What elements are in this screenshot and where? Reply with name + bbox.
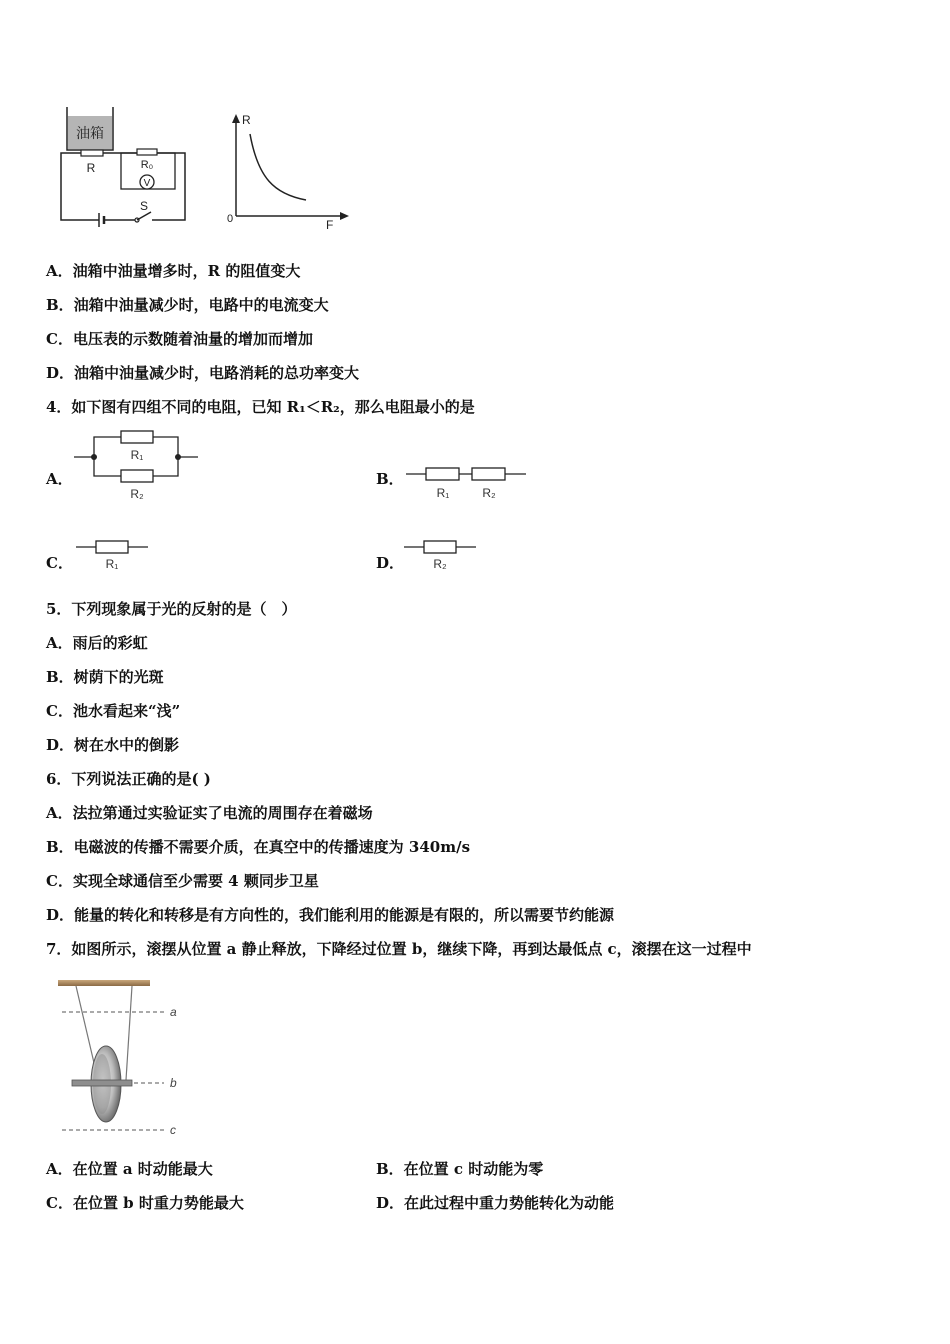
q5-option-b: B．树荫下的光斑 — [46, 668, 164, 686]
q4-figure-b-series — [406, 463, 526, 503]
q6-option-a: A．法拉第通过实验证实了电流的周围存在着磁场 — [46, 804, 373, 822]
svg-text:R: R — [86, 161, 96, 175]
q4-stem: 4．如下图有四组不同的电阻，已知 R₁＜R₂，那么电阻最小的是 — [46, 398, 475, 416]
q5-option-c: C．池水看起来“浅” — [46, 702, 181, 720]
svg-text:R₀: R₀ — [140, 159, 154, 171]
tank-label: 油箱 — [76, 125, 104, 141]
q7-option-a: A．在位置 a 时动能最大 — [46, 1160, 213, 1178]
svg-text:0: 0 — [227, 213, 234, 225]
q4-label-b: B． — [376, 470, 404, 488]
q4-figure-d-r2 — [404, 536, 476, 572]
svg-text:R₁: R₁ — [105, 557, 119, 571]
q5-option-d: D．树在水中的倒影 — [46, 736, 180, 754]
svg-text:R₁: R₁ — [130, 448, 144, 462]
maxwell-pendulum-figure — [56, 976, 196, 1140]
q5-option-a: A．雨后的彩虹 — [46, 634, 148, 652]
q4-figure-a-parallel — [74, 428, 198, 502]
fuel-tank-circuit-figure — [55, 102, 195, 230]
q7-option-c: C．在位置 b 时重力势能最大 — [46, 1194, 244, 1212]
q6-option-b: B．电磁波的传播不需要介质，在真空中的传播速度为 340m/s — [46, 838, 471, 856]
support-bar — [58, 980, 150, 986]
svg-text:R₂: R₂ — [130, 487, 144, 501]
svg-text:V: V — [143, 178, 151, 189]
svg-text:R₂: R₂ — [482, 486, 496, 500]
q6-option-d: D．能量的转化和转移是有方向性的，我们能利用的能源是有限的，所以需要节约能源 — [46, 906, 615, 924]
r-vs-f-graph — [222, 112, 354, 232]
q3-option-a: A．油箱中油量增多时，R 的阻值变大 — [46, 262, 301, 280]
resistor-r — [81, 150, 103, 156]
svg-text:R₁: R₁ — [436, 486, 450, 500]
q7-stem: 7．如图所示，滚摆从位置 a 静止释放，下降经过位置 b，继续下降，再到达最低点 c，滚摆在这一过程中 — [46, 940, 752, 958]
svg-text:R: R — [242, 113, 251, 127]
q3-option-c: C．电压表的示数随着油量的增加而增加 — [46, 330, 313, 348]
q4-label-d: D． — [376, 554, 405, 572]
q6-stem: 6．下列说法正确的是( ) — [46, 770, 211, 788]
q3-option-d: D．油箱中油量减少时，电路消耗的总功率变大 — [46, 364, 360, 382]
svg-text:c: c — [170, 1123, 176, 1137]
svg-text:S: S — [140, 199, 149, 213]
svg-text:F: F — [326, 218, 334, 232]
q4-figure-c-r1 — [76, 536, 148, 572]
q4-label-c: C． — [46, 554, 73, 572]
svg-text:R₂: R₂ — [433, 557, 447, 571]
q6-option-c: C．实现全球通信至少需要 4 颗同步卫星 — [46, 872, 319, 890]
q5-stem: 5．下列现象属于光的反射的是（ ） — [46, 600, 297, 618]
q4-label-a: A． — [46, 470, 73, 488]
q3-option-b: B．油箱中油量减少时，电路中的电流变大 — [46, 296, 329, 314]
svg-text:a: a — [170, 1005, 177, 1019]
q7-option-b: B．在位置 c 时动能为零 — [376, 1160, 544, 1178]
q7-option-d: D．在此过程中重力势能转化为动能 — [376, 1194, 615, 1212]
svg-text:b: b — [170, 1076, 177, 1090]
